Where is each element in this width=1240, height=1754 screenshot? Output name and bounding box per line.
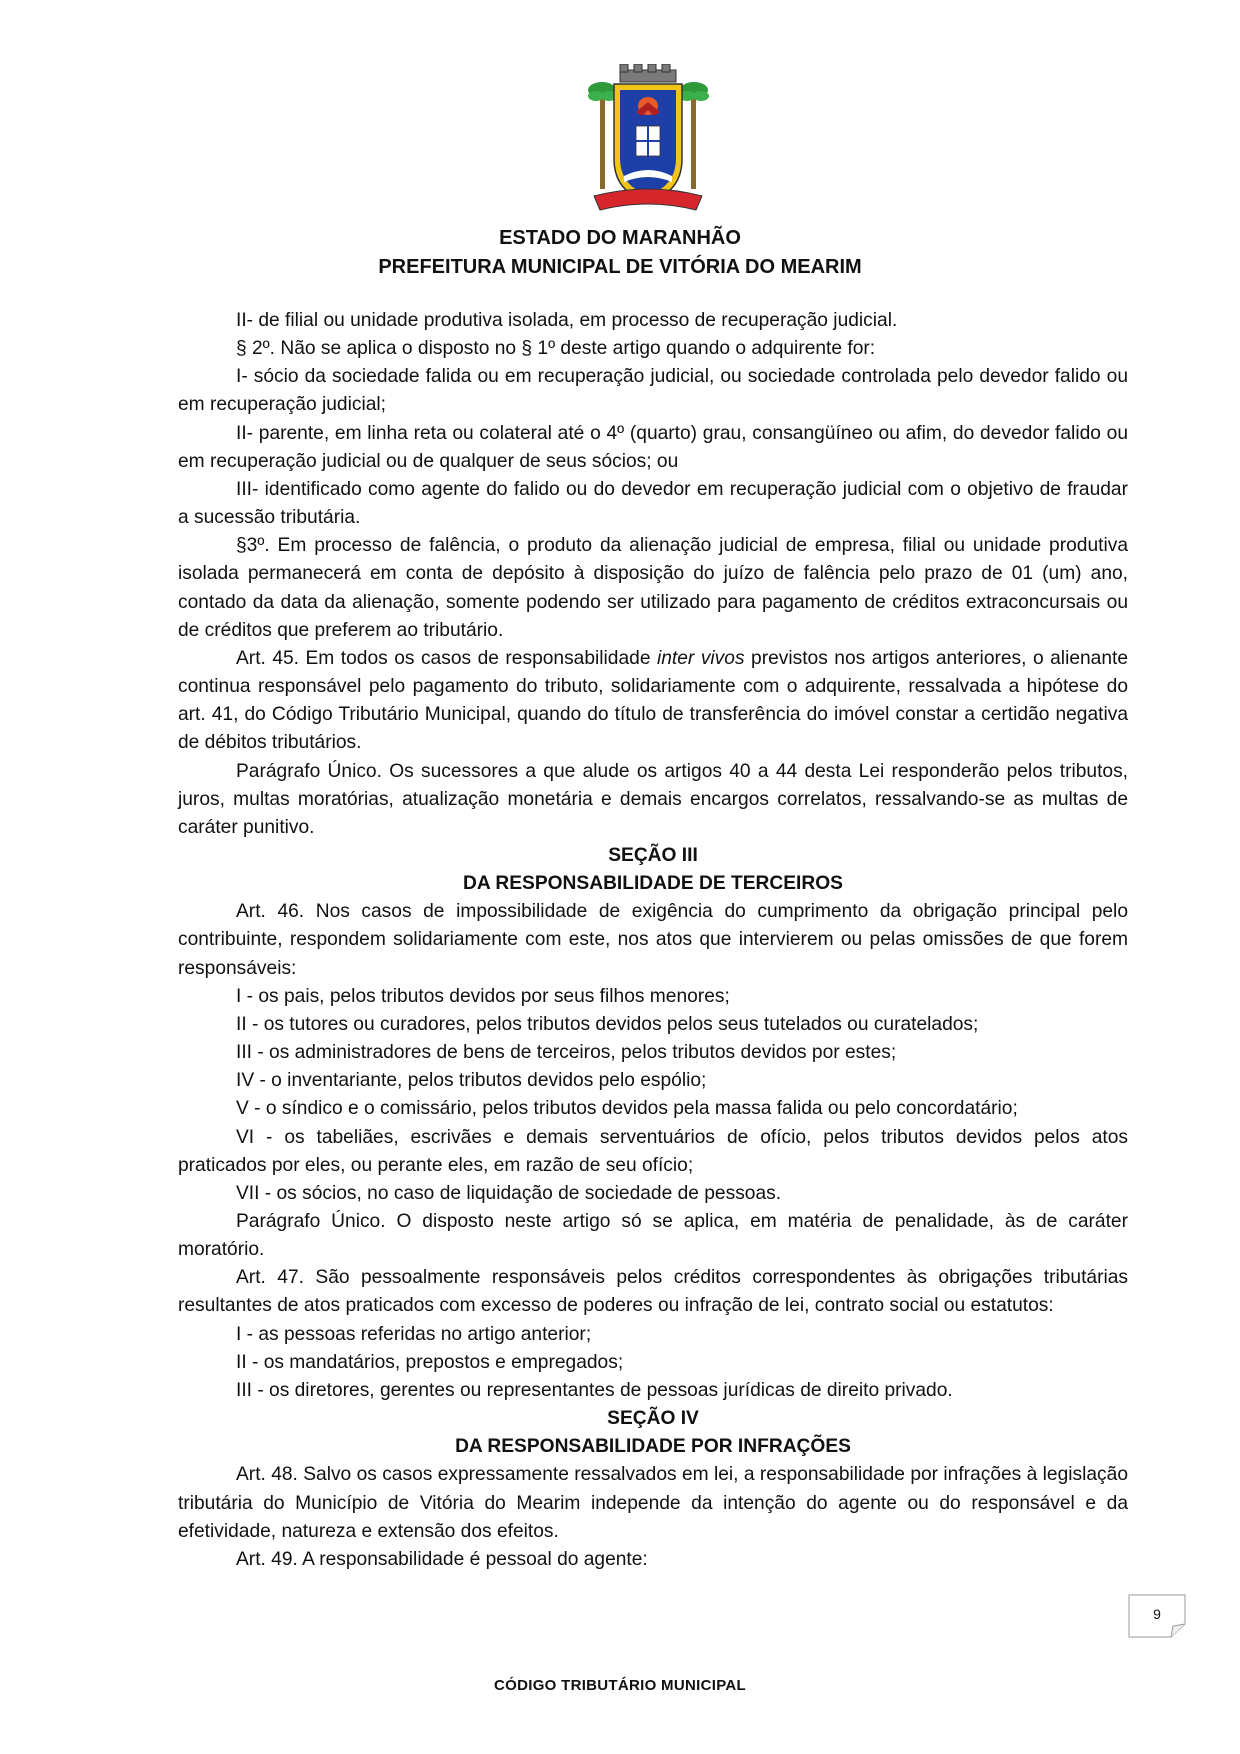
paragraph: III - os diretores, gerentes ou representantes de pessoas jurídicas de direito privado.: [236, 1379, 953, 1401]
paragraph: Parágrafo Único. Os sucessores a que alude os artigos 40 a 44 desta Lei responderão pelos tributos, juros, multas moratórias, atualização monetária e demais encargos correlatos, ressalvando-se as multas de caráter punitivo.: [178, 760, 1128, 838]
paragraph: Art. 46. Nos casos de impossibilidade de exigência do cumprimento da obrigação principal pelo contribuinte, respondem solidariamente com este, nos atos que intervierem ou pelas omissões de que forem responsáveis:: [178, 901, 1128, 979]
shield-icon: [614, 84, 682, 202]
mural-crown-icon: [620, 64, 676, 82]
section-title: DA RESPONSABILIDADE POR INFRAÇÕES: [455, 1436, 851, 1458]
paragraph: II - os mandatários, prepostos e empregados;: [236, 1351, 624, 1373]
paragraph: Art. 47. São pessoalmente responsáveis pelos créditos correspondentes às obrigações tributárias resultantes de atos praticados com excesso de poderes ou infração de lei, contrato social ou estatutos:: [178, 1267, 1128, 1317]
document-footer: CÓDIGO TRIBUTÁRIO MUNICIPAL: [494, 1677, 746, 1694]
paragraph: I- sócio da sociedade falida ou em recuperação judicial, ou sociedade controlada pelo devedor falido ou em recuperação judicial;: [178, 366, 1128, 416]
paragraph: IV - o inventariante, pelos tributos devidos pelo espólio;: [236, 1070, 707, 1092]
paragraph: I - os pais, pelos tributos devidos por seus filhos menores;: [236, 985, 730, 1007]
text-run: previstos nos artigos anteriores, o alienante continua responsável pelo pagamento do tributo, solidariamente com o adquirente, ressalvada a hipótese do art. 41, do Código Tributário Municipal, quando do título de transferência do imóvel constar a certidão negativa de débitos tributários.: [178, 647, 1129, 754]
paragraph: Parágrafo Único. O disposto neste artigo só se aplica, em matéria de penalidade, às de caráter moratório.: [178, 1211, 1128, 1261]
paragraph: Art. 49. A responsabilidade é pessoal do agente:: [236, 1548, 648, 1570]
paragraph: II - os tutores ou curadores, pelos tributos devidos pelos seus tutelados ou curatelados;: [236, 1013, 979, 1035]
italic-term: inter vivos: [657, 647, 745, 669]
paragraph: III - os administradores de bens de terceiros, pelos tributos devidos por estes;: [236, 1042, 897, 1064]
left-palm-icon: [588, 82, 617, 189]
ribbon-banner: [594, 189, 702, 210]
section-heading: SEÇÃO III: [608, 844, 698, 866]
state-name: ESTADO DO MARANHÃO: [499, 227, 741, 249]
section-title: DA RESPONSABILIDADE DE TERCEIROS: [463, 873, 843, 895]
right-palm-icon: [679, 82, 709, 189]
paragraph: §3º. Em processo de falência, o produto da alienação judicial de empresa, filial ou unidade produtiva isolada permanecerá em conta de depósito à disposição do juízo de falência pelo prazo de 01 (um) ano, contado da data da alienação, somente podendo ser utilizado para pagamento de créditos extraconcursais ou de créditos que preferem ao tributário.: [178, 535, 1128, 641]
municipality-name: PREFEITURA MUNICIPAL DE VITÓRIA DO MEARIM: [378, 256, 862, 278]
document-header: [0, 224, 1240, 282]
section-heading: SEÇÃO IV: [607, 1408, 699, 1430]
text-run: Art. 45. Em todos os casos de responsabilidade: [236, 647, 657, 669]
coat-of-arms-image: [584, 64, 712, 214]
paragraph: II- de filial ou unidade produtiva isolada, em processo de recuperação judicial.: [236, 310, 898, 331]
paragraph: I - as pessoas referidas no artigo anterior;: [236, 1323, 592, 1345]
document-body: [178, 307, 1128, 1574]
page-number: 9: [1153, 1606, 1161, 1622]
paragraph: VI - os tabeliães, escrivães e demais serventuários de ofício, pelos tributos devidos pelos atos praticados por eles, ou perante eles, em razão de seu ofício;: [178, 1126, 1128, 1176]
paragraph: Art. 48. Salvo os casos expressamente ressalvados em lei, a responsabilidade por infrações à legislação tributária do Município de Vitória do Mearim independe da intenção do agente ou do responsável e da efetividade, natureza e extensão dos efeitos.: [178, 1464, 1128, 1542]
paragraph: III- identificado como agente do falido ou do devedor em recuperação judicial com o objetivo de fraudar a sucessão tributária.: [178, 478, 1128, 529]
paragraph: § 2º. Não se aplica o disposto no § 1º deste artigo quando o adquirente for:: [236, 338, 876, 360]
paragraph: VII - os sócios, no caso de liquidação de sociedade de pessoas.: [236, 1182, 782, 1204]
paragraph: V - o síndico e o comissário, pelos tributos devidos pela massa falida ou pelo concordatário;: [236, 1098, 1018, 1120]
paragraph: II- parente, em linha reta ou colateral até o 4º (quarto) grau, consangüíneo ou afim, do devedor falido ou em recuperação judicial ou de qualquer de seus sócios; ou: [178, 422, 1128, 472]
paragraph-art-45: [178, 645, 1128, 758]
